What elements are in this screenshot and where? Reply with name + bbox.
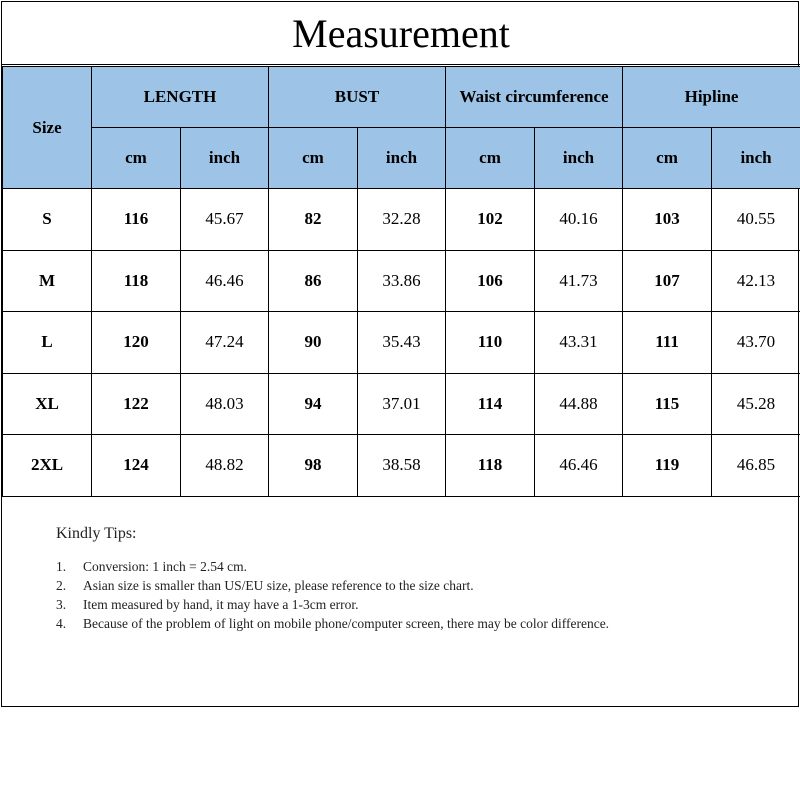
cm-value-cell: 103	[623, 189, 712, 251]
unit-header-row	[3, 128, 800, 189]
cm-value-cell: 82	[269, 189, 358, 251]
inch-value-cell: 48.82	[181, 435, 269, 497]
unit-header: cm	[623, 128, 712, 189]
table-row	[3, 189, 800, 251]
size-cell: L	[3, 312, 92, 374]
tips-title: Kindly Tips:	[56, 525, 137, 542]
size-cell: 2XL	[3, 435, 92, 497]
cm-value-cell: 118	[446, 435, 535, 497]
tip-text: Asian size is smaller than US/EU size, please reference to the size chart.	[83, 578, 474, 593]
inch-value-cell: 42.13	[712, 250, 800, 312]
inch-value-cell: 46.46	[535, 435, 623, 497]
unit-header: inch	[181, 128, 269, 189]
group-header-waist: Waist circumference	[446, 67, 623, 128]
tip-item	[56, 557, 673, 576]
cm-value-cell: 114	[446, 373, 535, 435]
unit-header: inch	[358, 128, 446, 189]
tip-text: Conversion: 1 inch = 2.54 cm.	[83, 559, 247, 574]
inch-value-cell: 37.01	[358, 373, 446, 435]
measurement-chart	[1, 1, 799, 707]
group-header-hipline: Hipline	[623, 67, 800, 128]
cm-value-cell: 122	[92, 373, 181, 435]
unit-header: cm	[269, 128, 358, 189]
inch-value-cell: 48.03	[181, 373, 269, 435]
cm-value-cell: 106	[446, 250, 535, 312]
tip-text: Because of the problem of light on mobile phone/computer screen, there may be color difference.	[83, 616, 610, 631]
tip-number: 4.	[56, 616, 67, 631]
cm-value-cell: 86	[269, 250, 358, 312]
tips-list	[56, 557, 673, 633]
inch-value-cell: 41.73	[535, 250, 623, 312]
table-row	[3, 250, 800, 312]
cm-value-cell: 102	[446, 189, 535, 251]
inch-value-cell: 45.67	[181, 189, 269, 251]
cm-value-cell: 110	[446, 312, 535, 374]
table-header-row	[3, 67, 800, 128]
inch-value-cell: 35.43	[358, 312, 446, 374]
cm-value-cell: 94	[269, 373, 358, 435]
tip-number: 2.	[56, 578, 67, 593]
group-header-length: LENGTH	[92, 67, 269, 128]
inch-value-cell: 43.31	[535, 312, 623, 374]
inch-value-cell: 33.86	[358, 250, 446, 312]
table-row	[3, 373, 800, 435]
inch-value-cell: 40.16	[535, 189, 623, 251]
inch-value-cell: 46.46	[181, 250, 269, 312]
inch-value-cell: 44.88	[535, 373, 623, 435]
cm-value-cell: 124	[92, 435, 181, 497]
inch-value-cell: 38.58	[358, 435, 446, 497]
tip-item	[56, 614, 673, 633]
unit-header: inch	[535, 128, 623, 189]
unit-header: cm	[92, 128, 181, 189]
cm-value-cell: 90	[269, 312, 358, 374]
tip-item	[56, 576, 673, 595]
table-body	[3, 189, 800, 497]
size-cell: XL	[3, 373, 92, 435]
cm-value-cell: 118	[92, 250, 181, 312]
inch-value-cell: 32.28	[358, 189, 446, 251]
tip-number: 1.	[56, 559, 67, 574]
cm-value-cell: 107	[623, 250, 712, 312]
inch-value-cell: 45.28	[712, 373, 800, 435]
size-table	[2, 66, 800, 497]
unit-header: inch	[712, 128, 800, 189]
inch-value-cell: 40.55	[712, 189, 800, 251]
size-column-header: Size	[3, 67, 92, 189]
cm-value-cell: 111	[623, 312, 712, 374]
tip-number: 3.	[56, 597, 67, 612]
cm-value-cell: 98	[269, 435, 358, 497]
inch-value-cell: 43.70	[712, 312, 800, 374]
size-cell: S	[3, 189, 92, 251]
tip-item	[56, 595, 673, 614]
group-header-bust: BUST	[269, 67, 446, 128]
cm-value-cell: 116	[92, 189, 181, 251]
cm-value-cell: 115	[623, 373, 712, 435]
tip-text: Item measured by hand, it may have a 1-3cm error.	[83, 597, 359, 612]
tips-section	[56, 525, 673, 633]
inch-value-cell: 47.24	[181, 312, 269, 374]
page-title: Measurement	[2, 2, 800, 65]
table-row	[3, 312, 800, 374]
inch-value-cell: 46.85	[712, 435, 800, 497]
unit-header: cm	[446, 128, 535, 189]
table-row	[3, 435, 800, 497]
cm-value-cell: 119	[623, 435, 712, 497]
size-cell: M	[3, 250, 92, 312]
cm-value-cell: 120	[92, 312, 181, 374]
